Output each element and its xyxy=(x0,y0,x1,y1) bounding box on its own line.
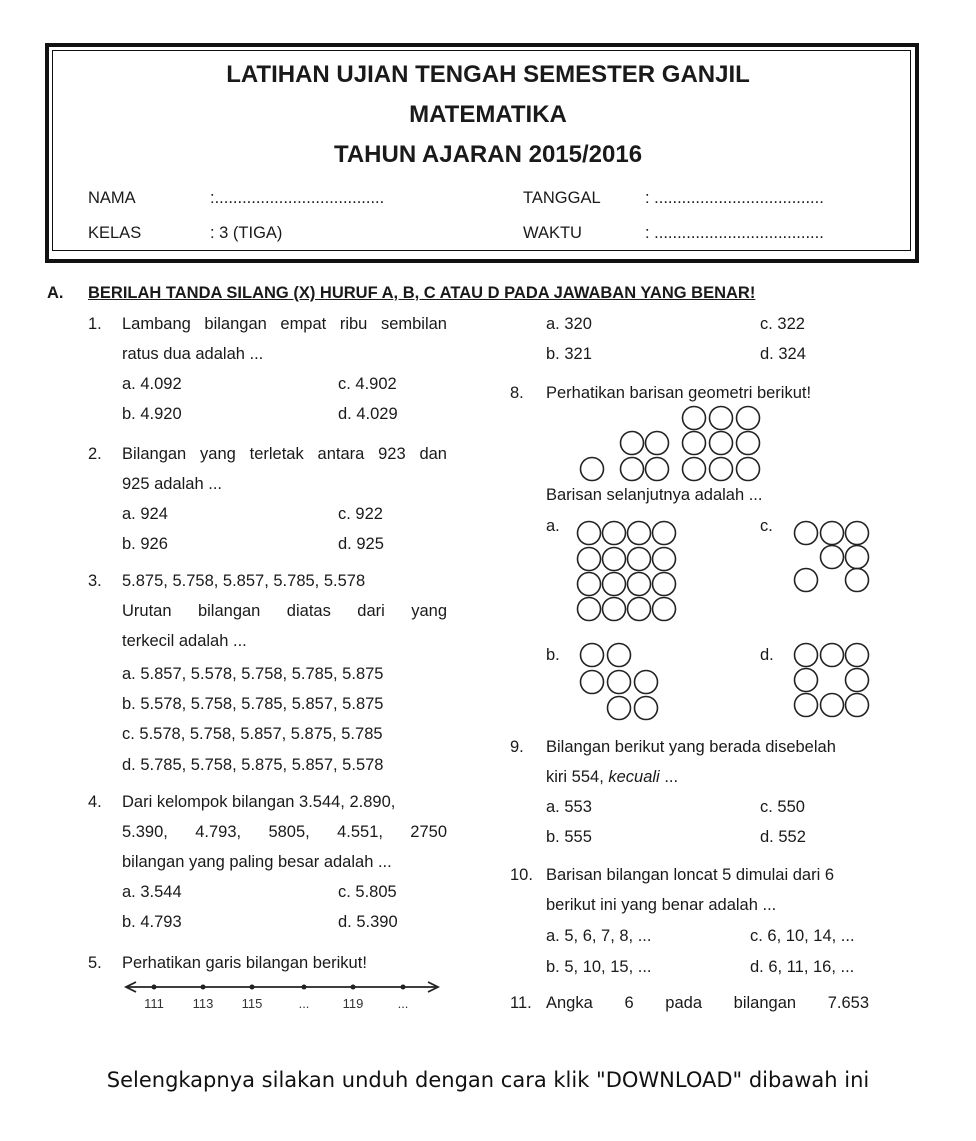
word: 923 xyxy=(378,445,406,463)
number-line-label: ... xyxy=(397,996,409,1011)
q2-number: 2. xyxy=(88,445,102,463)
q8-option-c-figure-circle xyxy=(795,569,818,592)
number-line-label: ... xyxy=(298,996,310,1011)
q1-option-d[interactable]: d. 4.029 xyxy=(338,405,398,423)
q8-option-c[interactable]: c. xyxy=(760,517,773,535)
q8-option-b-figure-circle xyxy=(635,697,658,720)
q8-term3-circle xyxy=(737,458,760,481)
q4-option-b[interactable]: b. 4.793 xyxy=(122,913,182,931)
download-footer-text: Selengkapnya silakan unduh dengan cara klik "DOWNLOAD" dibawah ini xyxy=(106,1068,870,1092)
q8-option-c-figure-circle xyxy=(821,522,844,545)
q11-number: 11. xyxy=(510,994,532,1012)
q8-option-a-figure-circle xyxy=(653,598,676,621)
q10-option-d[interactable]: d. 6, 11, 16, ... xyxy=(750,958,855,976)
q7-option-a[interactable]: a. 320 xyxy=(546,315,592,333)
q8-option-b[interactable]: b. xyxy=(546,646,560,664)
q8-prompt: Barisan selanjutnya adalah ... xyxy=(546,486,763,504)
word: 2750 xyxy=(410,823,448,841)
word: pada xyxy=(665,994,703,1012)
word: 6 xyxy=(624,994,634,1012)
q3-line1: 5.875, 5.758, 5.857, 5.785, 5.578 xyxy=(122,572,366,590)
q3-option-b[interactable]: b. 5.578, 5.758, 5.785, 5.857, 5.875 xyxy=(122,695,384,713)
q3-option-a[interactable]: a. 5.857, 5.578, 5.758, 5.785, 5.875 xyxy=(122,665,384,683)
q8-term3-circle xyxy=(683,432,706,455)
word: yang xyxy=(411,602,447,620)
q8-option-a-figure-circle xyxy=(603,573,626,596)
word: 4.551, xyxy=(337,823,383,841)
section-letter: A. xyxy=(47,284,64,302)
word: bilangan xyxy=(204,315,267,333)
q8-number: 8. xyxy=(510,384,524,402)
q10-line2: berikut ini yang benar adalah ... xyxy=(546,896,777,914)
q4-option-c[interactable]: c. 5.805 xyxy=(338,883,397,901)
q8-option-a-figure-circle xyxy=(578,598,601,621)
q2-option-a[interactable]: a. 924 xyxy=(122,505,168,523)
section-instruction: BERILAH TANDA SILANG (X) HURUF A, B, C ATAU D PADA JAWABAN YANG BENAR! xyxy=(88,284,756,302)
exam-title: LATIHAN UJIAN TENGAH SEMESTER GANJIL xyxy=(226,61,750,88)
number-line-point xyxy=(401,985,406,990)
word: Bilangan xyxy=(122,445,187,463)
q8-option-b-figure-circle xyxy=(608,671,631,694)
q4-line1: Dari kelompok bilangan 3.544, 2.890, xyxy=(122,793,396,811)
q8-option-a-figure-circle xyxy=(578,522,601,545)
q8-term3-circle xyxy=(683,458,706,481)
q8-option-d[interactable]: d. xyxy=(760,646,774,664)
q2-option-b[interactable]: b. 926 xyxy=(122,535,168,553)
q2-line2: 925 adalah ... xyxy=(122,475,222,493)
tanggal-field: : ..................................... xyxy=(645,189,824,207)
q4-number: 4. xyxy=(88,793,102,811)
q10-line1: Barisan bilangan loncat 5 dimulai dari 6 xyxy=(546,866,835,884)
q3-line3: terkecil adalah ... xyxy=(122,632,247,650)
q8-term2-circle xyxy=(646,458,669,481)
q8-text: Perhatikan barisan geometri berikut! xyxy=(546,384,812,402)
q9-line2-end: ... xyxy=(659,768,679,786)
q8-option-b-figure-circle xyxy=(581,644,604,667)
waktu-field: : ..................................... xyxy=(645,224,824,242)
q9-option-a[interactable]: a. 553 xyxy=(546,798,592,816)
nama-label: NAMA xyxy=(88,189,136,207)
q1-line2: ratus dua adalah ... xyxy=(122,345,264,363)
q3-option-d[interactable]: d. 5.785, 5.758, 5.875, 5.857, 5.578 xyxy=(122,756,384,774)
q9-number: 9. xyxy=(510,738,524,756)
q8-term3-circle xyxy=(737,407,760,430)
q8-term3-circle xyxy=(710,458,733,481)
q8-option-a-figure-circle xyxy=(628,522,651,545)
q8-option-b-figure-circle xyxy=(581,671,604,694)
number-line-label: 119 xyxy=(342,996,364,1011)
subject-title: MATEMATIKA xyxy=(409,101,567,128)
q3-option-c[interactable]: c. 5.578, 5.758, 5.857, 5.875, 5.785 xyxy=(122,725,383,743)
q8-option-d-figure-circle xyxy=(846,694,869,717)
q2-option-c[interactable]: c. 922 xyxy=(338,505,383,523)
q8-option-d-figure-circle xyxy=(795,694,818,717)
q8-option-d-figure-circle xyxy=(821,644,844,667)
q8-option-a-figure-circle xyxy=(628,598,651,621)
q8-option-a-figure-circle xyxy=(628,573,651,596)
number-line-label: 113 xyxy=(192,996,214,1011)
q8-option-c-figure-circle xyxy=(846,546,869,569)
q7-option-d[interactable]: d. 324 xyxy=(760,345,806,363)
nama-field: :..................................... xyxy=(210,189,385,207)
q8-option-a-figure-circle xyxy=(603,548,626,571)
q8-term2-circle xyxy=(621,458,644,481)
q8-option-b-figure-circle xyxy=(608,644,631,667)
q7-option-c[interactable]: c. 322 xyxy=(760,315,805,333)
waktu-label: WAKTU xyxy=(523,224,582,242)
q10-number: 10. xyxy=(510,866,533,884)
q5-text: Perhatikan garis bilangan berikut! xyxy=(122,954,367,972)
q8-option-a-figure-circle xyxy=(653,573,676,596)
word: diatas xyxy=(286,602,331,620)
q8-option-c-figure-circle xyxy=(795,522,818,545)
word: 4.793, xyxy=(195,823,242,841)
q8-option-a-figure-circle xyxy=(653,548,676,571)
word: ribu xyxy=(339,315,368,333)
q8-option-b-figure-circle xyxy=(635,671,658,694)
word: Lambang xyxy=(122,315,191,333)
q3-number: 3. xyxy=(88,572,102,590)
q1-option-a[interactable]: a. 4.092 xyxy=(122,375,182,393)
q4-option-d[interactable]: d. 5.390 xyxy=(338,913,398,931)
word: empat xyxy=(280,315,327,333)
q8-option-a-figure-circle xyxy=(578,548,601,571)
word: yang xyxy=(200,445,236,463)
word: dan xyxy=(419,445,447,463)
q8-option-a[interactable]: a. xyxy=(546,517,560,535)
q9-kecuali: kecuali xyxy=(608,768,660,786)
number-line-point xyxy=(250,985,255,990)
word: 7.653 xyxy=(827,994,870,1012)
number-line-label: 111 xyxy=(144,996,164,1011)
q2-option-d[interactable]: d. 925 xyxy=(338,535,384,553)
q8-option-d-figure-circle xyxy=(821,694,844,717)
q8-option-d-figure-circle xyxy=(846,644,869,667)
q9-line2-start: kiri 554, xyxy=(546,768,609,786)
q9-option-c[interactable]: c. 550 xyxy=(760,798,805,816)
q8-term3-circle xyxy=(710,407,733,430)
q8-option-c-figure-circle xyxy=(821,546,844,569)
q8-term1-circle xyxy=(581,458,604,481)
word: terletak xyxy=(249,445,304,463)
word: dari xyxy=(357,602,385,620)
word: Urutan xyxy=(122,602,172,620)
kelas-label: KELAS xyxy=(88,224,142,242)
q4-line3: bilangan yang paling besar adalah ... xyxy=(122,853,392,871)
kelas-value: : 3 (TIGA) xyxy=(210,224,283,242)
q8-term3-circle xyxy=(710,432,733,455)
number-line-point xyxy=(201,985,206,990)
q8-option-c-figure-circle xyxy=(846,522,869,545)
tanggal-label: TANGGAL xyxy=(523,189,601,207)
school-year: TAHUN AJARAN 2015/2016 xyxy=(333,141,643,168)
word: antara xyxy=(317,445,365,463)
q8-option-b-figure-circle xyxy=(608,697,631,720)
q7-option-b[interactable]: b. 321 xyxy=(546,345,592,363)
q9-line1: Bilangan berikut yang berada disebelah xyxy=(546,738,836,756)
q8-term2-circle xyxy=(646,432,669,455)
q1-number: 1. xyxy=(88,315,102,333)
number-line-label: 115 xyxy=(241,996,263,1011)
q1-option-c[interactable]: c. 4.902 xyxy=(338,375,397,393)
q8-option-d-figure-circle xyxy=(795,644,818,667)
word: 5805, xyxy=(268,823,310,841)
q8-option-d-figure-circle xyxy=(795,669,818,692)
word: Angka xyxy=(546,994,593,1012)
q8-option-a-figure-circle xyxy=(628,548,651,571)
q8-term3-circle xyxy=(683,407,706,430)
q9-option-d[interactable]: d. 552 xyxy=(760,828,806,846)
q8-option-a-figure-circle xyxy=(578,573,601,596)
word: sembilan xyxy=(380,315,447,333)
q4-option-a[interactable]: a. 3.544 xyxy=(122,883,182,901)
word: bilangan xyxy=(197,602,261,620)
number-line-point xyxy=(152,985,157,990)
q8-option-d-figure-circle xyxy=(846,669,869,692)
q8-term2-circle xyxy=(621,432,644,455)
number-line-point xyxy=(351,985,356,990)
q8-option-a-figure-circle xyxy=(603,598,626,621)
q10-option-c[interactable]: c. 6, 10, 14, ... xyxy=(750,927,855,945)
q8-option-a-figure-circle xyxy=(653,522,676,545)
q10-option-b[interactable]: b. 5, 10, 15, ... xyxy=(546,958,652,976)
q8-term3-circle xyxy=(737,432,760,455)
q10-option-a[interactable]: a. 5, 6, 7, 8, ... xyxy=(546,927,652,945)
q5-number: 5. xyxy=(88,954,102,972)
word: bilangan xyxy=(733,994,797,1012)
q8-option-c-figure-circle xyxy=(846,569,869,592)
number-line-point xyxy=(302,985,307,990)
word: 5.390, xyxy=(122,823,168,841)
q8-option-a-figure-circle xyxy=(603,522,626,545)
q9-option-b[interactable]: b. 555 xyxy=(546,828,592,846)
q1-option-b[interactable]: b. 4.920 xyxy=(122,405,182,423)
